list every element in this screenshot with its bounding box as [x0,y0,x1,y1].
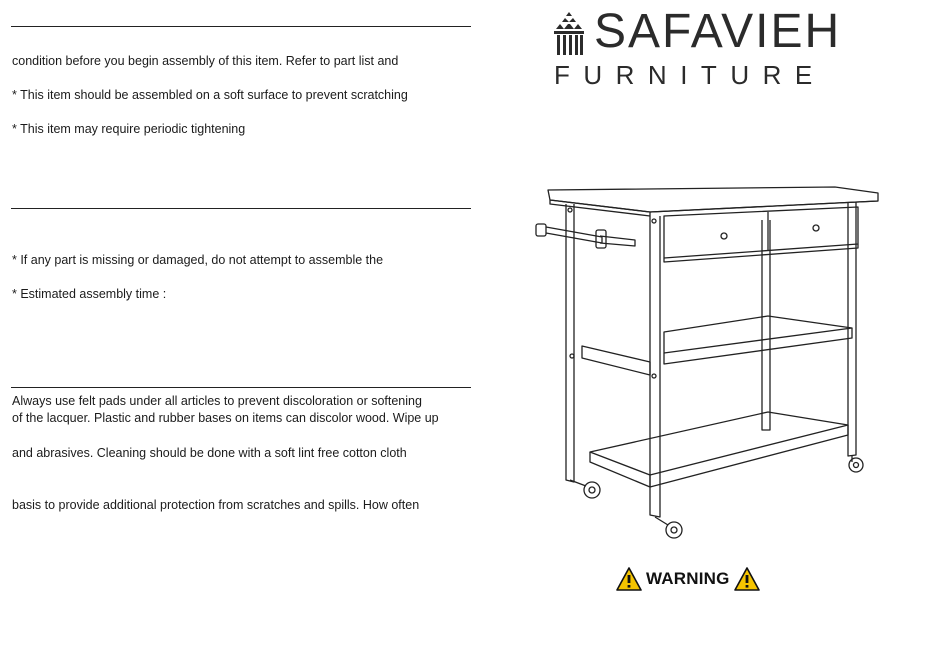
warning-triangle-icon [615,566,643,592]
warning-triangle-icon [733,566,761,592]
kitchen-cart-illustration [530,180,880,545]
section-rule-top [11,26,471,27]
brand-name: SAFAVIEH [594,5,842,58]
parts-line-2: * Estimated assembly time : [12,287,167,301]
section-rule-bottom [11,387,471,388]
instruction-line-3: * This item may require periodic tightening [12,122,246,136]
section-rule-middle [11,208,471,209]
instruction-line-2: * This item should be assembled on a soft surface to prevent scratching [12,88,408,102]
parts-line-1: * If any part is missing or damaged, do not attempt to assemble the [12,253,384,267]
brand-subtitle: FURNITURE [554,60,826,90]
warning-text: WARNING [646,569,730,588]
care-line-2: of the lacquer. Plastic and rubber bases on items can discolor wood. Wipe up [12,411,439,425]
care-line-1: Always use felt pads under all articles to prevent discoloration or softening [12,394,422,408]
instruction-line-1: condition before you begin assembly of this item. Refer to part list and [12,54,399,68]
pagoda-logo-icon [552,12,586,56]
care-line-4: basis to provide additional protection from scratches and spills. How often [12,498,420,512]
brand-logo [552,6,842,90]
warning-label [615,565,761,593]
care-line-3: and abrasives. Cleaning should be done with a soft lint free cotton cloth [12,446,407,460]
